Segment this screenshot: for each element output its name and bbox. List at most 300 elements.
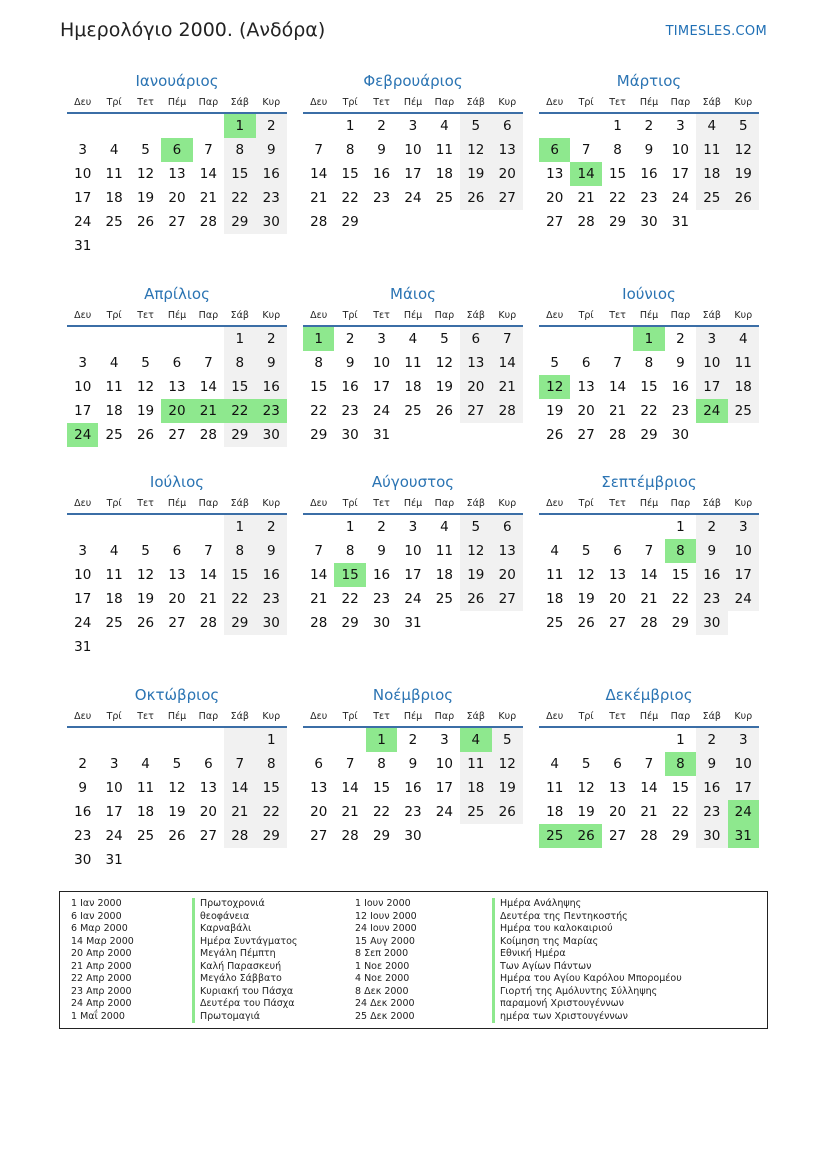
legend-holiday-name: Γιορτή της Αμόλυντης Σύλληψης bbox=[492, 986, 682, 999]
week-row bbox=[539, 114, 759, 138]
day-cell: 19 bbox=[136, 403, 155, 419]
empty-cell bbox=[366, 210, 397, 234]
day-cell: 8 bbox=[665, 752, 696, 776]
day-cell: 16 bbox=[404, 780, 422, 796]
day-cell: 22 bbox=[224, 399, 255, 423]
day-cell: 8 bbox=[345, 142, 355, 158]
day-cell: 15 bbox=[341, 166, 359, 182]
day-cell: 30 bbox=[640, 214, 658, 230]
day-cell: 14 bbox=[341, 780, 359, 796]
day-cell: 22 bbox=[224, 186, 255, 210]
day-cell: 26 bbox=[435, 403, 453, 419]
month-11 bbox=[303, 684, 523, 848]
empty-cell bbox=[633, 728, 664, 752]
empty-cell bbox=[161, 114, 192, 138]
day-cell: 15 bbox=[224, 162, 255, 186]
day-cell: 11 bbox=[435, 142, 453, 158]
weekday-label: Τρί bbox=[342, 309, 358, 321]
week-row bbox=[539, 186, 759, 210]
day-cell: 25 bbox=[136, 828, 155, 844]
day-cell: 27 bbox=[460, 399, 491, 423]
day-cell: 16 bbox=[372, 166, 391, 182]
day-cell: 8 bbox=[345, 543, 355, 559]
weekday-label: Πέμ bbox=[639, 96, 659, 108]
day-cell: 26 bbox=[136, 427, 155, 443]
month-7 bbox=[67, 471, 287, 659]
weekday-label: Δευ bbox=[310, 710, 328, 722]
empty-cell bbox=[161, 515, 192, 539]
day-cell: 2 bbox=[644, 118, 654, 134]
day-cell: 16 bbox=[372, 567, 391, 583]
empty-cell bbox=[602, 728, 633, 752]
empty-cell bbox=[570, 515, 601, 539]
empty-cell bbox=[429, 423, 460, 447]
day-cell: 5 bbox=[550, 355, 559, 371]
day-cell: 9 bbox=[676, 355, 685, 371]
legend-date: 4 Νοε 2000 bbox=[355, 973, 410, 984]
weekday-label: Τρί bbox=[106, 96, 122, 108]
legend-holiday-name: Καλή Παρασκευή bbox=[192, 961, 297, 974]
day-cell: 8 bbox=[377, 756, 386, 772]
empty-cell bbox=[602, 327, 633, 351]
empty-cell bbox=[492, 423, 523, 447]
day-cell: 27 bbox=[199, 828, 217, 844]
month-name: Αύγουστος bbox=[371, 473, 455, 491]
day-cell: 4 bbox=[550, 543, 559, 559]
week-row bbox=[67, 800, 287, 824]
weekday-header bbox=[303, 92, 523, 114]
day-cell: 15 bbox=[372, 780, 391, 796]
weekday-label: Τετ bbox=[609, 497, 626, 509]
day-cell: 3 bbox=[408, 519, 418, 535]
holiday-legend bbox=[59, 891, 768, 1029]
day-cell: 31 bbox=[728, 824, 759, 848]
weekday-label: Πέμ bbox=[403, 309, 423, 321]
day-cell: 6 bbox=[613, 543, 622, 559]
week-row bbox=[303, 351, 523, 375]
day-cell: 15 bbox=[640, 379, 658, 395]
day-cell: 19 bbox=[136, 591, 155, 607]
day-cell: 6 bbox=[172, 355, 182, 371]
day-cell: 5 bbox=[141, 355, 150, 371]
day-cell: 5 bbox=[460, 114, 491, 138]
weekday-label: Σάβ bbox=[702, 497, 721, 509]
month-name: Απρίλιος bbox=[144, 285, 210, 303]
empty-cell bbox=[193, 515, 224, 539]
day-cell: 5 bbox=[440, 331, 449, 347]
day-cell: 15 bbox=[671, 780, 689, 796]
weekday-label: Παρ bbox=[198, 96, 219, 108]
day-cell: 8 bbox=[613, 142, 622, 158]
day-cell: 19 bbox=[460, 162, 491, 186]
legend-holiday-name: ημέρα των Χριστουγέννων bbox=[492, 1011, 682, 1024]
day-cell: 20 bbox=[492, 162, 523, 186]
day-cell: 6 bbox=[460, 327, 491, 351]
day-cell: 30 bbox=[404, 828, 422, 844]
week-row bbox=[303, 515, 523, 539]
day-cell: 21 bbox=[640, 591, 658, 607]
day-cell: 16 bbox=[74, 804, 92, 820]
legend-date: 15 Αυγ 2000 bbox=[355, 935, 415, 947]
day-cell: 11 bbox=[105, 379, 123, 395]
week-row bbox=[539, 824, 759, 848]
day-cell: 7 bbox=[314, 142, 323, 158]
week-row bbox=[67, 635, 287, 659]
day-cell: 6 bbox=[539, 138, 570, 162]
day-cell: 30 bbox=[372, 615, 391, 631]
week-row bbox=[539, 563, 759, 587]
day-cell: 25 bbox=[105, 214, 123, 230]
day-cell: 22 bbox=[608, 190, 627, 206]
week-row bbox=[303, 539, 523, 563]
empty-cell bbox=[256, 848, 287, 872]
empty-cell bbox=[98, 234, 129, 258]
weekday-label: Τετ bbox=[609, 309, 626, 321]
day-cell: 19 bbox=[168, 804, 186, 820]
weekday-label: Τετ bbox=[137, 96, 154, 108]
day-cell: 3 bbox=[728, 728, 759, 752]
week-row bbox=[539, 539, 759, 563]
day-cell: 6 bbox=[172, 543, 182, 559]
empty-cell bbox=[98, 635, 129, 659]
week-row bbox=[303, 327, 523, 351]
week-row bbox=[67, 375, 287, 399]
empty-cell bbox=[224, 234, 255, 258]
day-cell: 6 bbox=[204, 756, 213, 772]
week-row bbox=[303, 587, 523, 611]
day-cell: 3 bbox=[440, 732, 449, 748]
week-row bbox=[539, 587, 759, 611]
day-cell: 14 bbox=[608, 379, 627, 395]
weekday-label: Κυρ bbox=[498, 710, 517, 722]
empty-cell bbox=[161, 327, 192, 351]
day-cell: 5 bbox=[492, 728, 523, 752]
day-cell: 28 bbox=[341, 828, 359, 844]
day-cell: 29 bbox=[341, 615, 359, 631]
week-row bbox=[539, 423, 759, 447]
day-cell: 3 bbox=[676, 118, 685, 134]
week-row bbox=[539, 515, 759, 539]
legend-date: 24 Απρ 2000 bbox=[71, 998, 132, 1009]
weekday-label: Κυρ bbox=[262, 96, 281, 108]
week-row bbox=[67, 611, 287, 635]
day-cell: 3 bbox=[696, 327, 727, 351]
day-cell: 10 bbox=[728, 752, 759, 776]
legend-date: 12 Ιουν 2000 bbox=[355, 910, 417, 922]
day-cell: 21 bbox=[341, 804, 359, 820]
day-cell: 16 bbox=[640, 166, 658, 182]
empty-cell bbox=[130, 114, 161, 138]
day-cell: 11 bbox=[435, 543, 453, 559]
day-cell: 6 bbox=[492, 114, 523, 138]
day-cell: 30 bbox=[671, 427, 689, 443]
legend-holiday-name: Ημέρα του καλοκαιριού bbox=[492, 923, 682, 936]
weekday-label: Τετ bbox=[373, 309, 390, 321]
day-cell: 21 bbox=[193, 399, 224, 423]
weekday-label: Σάβ bbox=[230, 710, 249, 722]
week-row bbox=[303, 162, 523, 186]
day-cell: 7 bbox=[204, 543, 213, 559]
weekday-label: Κυρ bbox=[734, 497, 753, 509]
day-cell: 5 bbox=[460, 515, 491, 539]
day-cell: 29 bbox=[341, 214, 359, 230]
day-cell: 18 bbox=[435, 166, 453, 182]
day-cell: 13 bbox=[199, 780, 217, 796]
day-cell: 20 bbox=[460, 375, 491, 399]
day-cell: 20 bbox=[168, 591, 186, 607]
month-6 bbox=[539, 283, 759, 447]
day-cell: 13 bbox=[608, 780, 627, 796]
day-cell: 8 bbox=[314, 355, 323, 371]
weekday-label: Παρ bbox=[670, 96, 691, 108]
day-cell: 23 bbox=[696, 800, 727, 824]
page-title: Ημερολόγιο 2000. (Ανδόρα) bbox=[60, 19, 326, 41]
month-name: Οκτώβριος bbox=[134, 686, 220, 704]
day-cell: 20 bbox=[161, 399, 192, 423]
week-row bbox=[303, 186, 523, 210]
day-cell: 15 bbox=[671, 567, 689, 583]
week-row bbox=[67, 351, 287, 375]
month-12 bbox=[539, 684, 759, 848]
day-cell: 9 bbox=[78, 780, 87, 796]
empty-cell bbox=[696, 423, 727, 447]
day-cell: 27 bbox=[492, 587, 523, 611]
day-cell: 18 bbox=[728, 375, 759, 399]
day-cell: 6 bbox=[581, 355, 591, 371]
week-row bbox=[539, 611, 759, 635]
day-cell: 25 bbox=[105, 427, 123, 443]
day-cell: 25 bbox=[435, 190, 453, 206]
day-cell: 2 bbox=[256, 327, 287, 351]
day-cell: 24 bbox=[404, 591, 422, 607]
legend-holiday-name: παραμονή Χριστουγέννων bbox=[492, 998, 682, 1011]
weekday-label: Κυρ bbox=[498, 497, 517, 509]
day-cell: 24 bbox=[728, 800, 759, 824]
week-row bbox=[303, 563, 523, 587]
weekday-label: Κυρ bbox=[262, 309, 281, 321]
day-cell: 7 bbox=[224, 752, 255, 776]
day-cell: 5 bbox=[141, 543, 150, 559]
day-cell: 30 bbox=[256, 210, 287, 234]
empty-cell bbox=[161, 728, 192, 752]
empty-cell bbox=[460, 824, 491, 848]
day-cell: 11 bbox=[546, 780, 564, 796]
day-cell: 3 bbox=[78, 355, 87, 371]
day-cell: 17 bbox=[74, 591, 92, 607]
day-cell: 31 bbox=[404, 615, 422, 631]
legend-holiday-name: Κοίμηση της Μαρίας bbox=[492, 936, 682, 949]
weekday-label: Δευ bbox=[310, 96, 328, 108]
day-cell: 10 bbox=[404, 142, 422, 158]
day-cell: 25 bbox=[539, 824, 570, 848]
day-cell: 17 bbox=[728, 563, 759, 587]
day-cell: 4 bbox=[109, 355, 119, 371]
legend-holiday-name: Μεγάλο Σάββατο bbox=[192, 973, 297, 986]
day-cell: 9 bbox=[377, 142, 386, 158]
day-cell: 9 bbox=[696, 539, 727, 563]
empty-cell bbox=[130, 848, 161, 872]
weekday-label: Πέμ bbox=[167, 710, 187, 722]
day-cell: 30 bbox=[256, 611, 287, 635]
day-cell: 24 bbox=[372, 403, 391, 419]
day-cell: 1 bbox=[224, 114, 255, 138]
empty-cell bbox=[460, 210, 491, 234]
day-cell: 28 bbox=[608, 427, 627, 443]
day-cell: 25 bbox=[105, 615, 123, 631]
empty-cell bbox=[460, 611, 491, 635]
day-cell: 21 bbox=[577, 190, 595, 206]
weekday-label: Πέμ bbox=[639, 710, 659, 722]
day-cell: 8 bbox=[224, 138, 255, 162]
weekday-label: Πέμ bbox=[403, 96, 423, 108]
weekday-label: Πέμ bbox=[167, 497, 187, 509]
day-cell: 3 bbox=[377, 331, 386, 347]
empty-cell bbox=[460, 423, 491, 447]
weekday-label: Τετ bbox=[137, 309, 154, 321]
legend-date: 8 Δεκ 2000 bbox=[355, 985, 409, 997]
day-cell: 27 bbox=[168, 427, 186, 443]
day-cell: 31 bbox=[74, 238, 92, 254]
weekday-label: Κυρ bbox=[498, 309, 517, 321]
day-cell: 10 bbox=[435, 756, 453, 772]
day-cell: 12 bbox=[136, 567, 155, 583]
weekday-label: Σάβ bbox=[230, 497, 249, 509]
day-cell: 7 bbox=[581, 142, 591, 158]
day-cell: 7 bbox=[644, 756, 654, 772]
day-cell: 28 bbox=[640, 828, 658, 844]
legend-holiday-name: θεοφάνεια bbox=[192, 911, 297, 924]
day-cell: 30 bbox=[256, 423, 287, 447]
empty-cell bbox=[728, 210, 759, 234]
weekday-label: Δευ bbox=[74, 96, 92, 108]
empty-cell bbox=[256, 635, 287, 659]
day-cell: 28 bbox=[310, 615, 328, 631]
weekday-label: Παρ bbox=[434, 96, 455, 108]
day-cell: 14 bbox=[570, 162, 601, 186]
empty-cell bbox=[570, 327, 601, 351]
day-cell: 7 bbox=[644, 543, 654, 559]
week-row bbox=[539, 399, 759, 423]
day-cell: 11 bbox=[728, 351, 759, 375]
weekday-header bbox=[303, 493, 523, 515]
legend-date: 1 Νοε 2000 bbox=[355, 960, 410, 972]
weekday-label: Παρ bbox=[198, 497, 219, 509]
day-cell: 1 bbox=[633, 327, 664, 351]
empty-cell bbox=[429, 611, 460, 635]
day-cell: 14 bbox=[310, 567, 328, 583]
week-row bbox=[303, 114, 523, 138]
day-cell: 20 bbox=[577, 403, 595, 419]
day-cell: 24 bbox=[728, 587, 759, 611]
empty-cell bbox=[570, 114, 601, 138]
day-cell: 5 bbox=[581, 543, 591, 559]
day-cell: 29 bbox=[224, 423, 255, 447]
month-name: Μάρτιος bbox=[616, 72, 682, 90]
weekday-label: Παρ bbox=[434, 309, 455, 321]
day-cell: 24 bbox=[74, 615, 92, 631]
day-cell: 24 bbox=[74, 214, 92, 230]
day-cell: 21 bbox=[310, 591, 328, 607]
week-row bbox=[303, 399, 523, 423]
day-cell: 15 bbox=[310, 379, 328, 395]
day-cell: 14 bbox=[640, 567, 658, 583]
month-1 bbox=[67, 70, 287, 258]
day-cell: 21 bbox=[640, 804, 658, 820]
day-cell: 21 bbox=[310, 190, 328, 206]
day-cell: 23 bbox=[640, 190, 658, 206]
site-link[interactable]: TIMESLES.COM bbox=[665, 24, 767, 39]
week-row bbox=[303, 728, 523, 752]
day-cell: 12 bbox=[460, 539, 491, 563]
day-cell: 20 bbox=[546, 190, 564, 206]
day-cell: 19 bbox=[492, 776, 523, 800]
month-name: Μάιος bbox=[390, 285, 436, 303]
weekday-label: Τρί bbox=[106, 309, 122, 321]
week-row bbox=[539, 375, 759, 399]
month-8 bbox=[303, 471, 523, 635]
week-row bbox=[539, 210, 759, 234]
day-cell: 15 bbox=[334, 563, 365, 587]
day-cell: 19 bbox=[136, 190, 155, 206]
day-cell: 16 bbox=[696, 776, 727, 800]
weekday-label: Δευ bbox=[74, 497, 92, 509]
day-cell: 23 bbox=[404, 804, 422, 820]
empty-cell bbox=[193, 728, 224, 752]
day-cell: 7 bbox=[613, 355, 622, 371]
day-cell: 18 bbox=[105, 403, 123, 419]
week-row bbox=[67, 539, 287, 563]
day-cell: 27 bbox=[168, 214, 186, 230]
week-row bbox=[67, 587, 287, 611]
day-cell: 1 bbox=[345, 519, 355, 535]
day-cell: 16 bbox=[256, 375, 287, 399]
week-row bbox=[67, 423, 287, 447]
weekday-label: Τρί bbox=[342, 710, 358, 722]
empty-cell bbox=[570, 728, 601, 752]
day-cell: 23 bbox=[256, 186, 287, 210]
day-cell: 26 bbox=[168, 828, 186, 844]
empty-cell bbox=[728, 423, 759, 447]
day-cell: 17 bbox=[372, 379, 391, 395]
legend-holiday-name: Ημέρα Ανάληψης bbox=[492, 898, 682, 911]
day-cell: 2 bbox=[408, 732, 418, 748]
day-cell: 9 bbox=[644, 142, 654, 158]
month-5 bbox=[303, 283, 523, 447]
empty-cell bbox=[224, 848, 255, 872]
empty-cell bbox=[397, 423, 428, 447]
empty-cell bbox=[98, 327, 129, 351]
weekday-label: Σάβ bbox=[702, 96, 721, 108]
weekday-label: Τρί bbox=[578, 309, 594, 321]
legend-left-names bbox=[192, 898, 297, 1023]
day-cell: 12 bbox=[577, 567, 595, 583]
day-cell: 1 bbox=[345, 118, 355, 134]
empty-cell bbox=[161, 234, 192, 258]
weekday-label: Δευ bbox=[74, 710, 92, 722]
day-cell: 23 bbox=[74, 828, 92, 844]
weekday-label: Δευ bbox=[310, 309, 328, 321]
week-row bbox=[67, 563, 287, 587]
day-cell: 5 bbox=[728, 114, 759, 138]
weekday-label: Τρί bbox=[342, 497, 358, 509]
legend-date: 25 Δεκ 2000 bbox=[355, 1010, 415, 1022]
month-name: Νοέμβριος bbox=[372, 686, 454, 704]
weekday-label: Πέμ bbox=[639, 497, 659, 509]
day-cell: 29 bbox=[671, 615, 689, 631]
day-cell: 15 bbox=[608, 166, 627, 182]
weekday-label: Κυρ bbox=[734, 309, 753, 321]
day-cell: 9 bbox=[256, 539, 287, 563]
